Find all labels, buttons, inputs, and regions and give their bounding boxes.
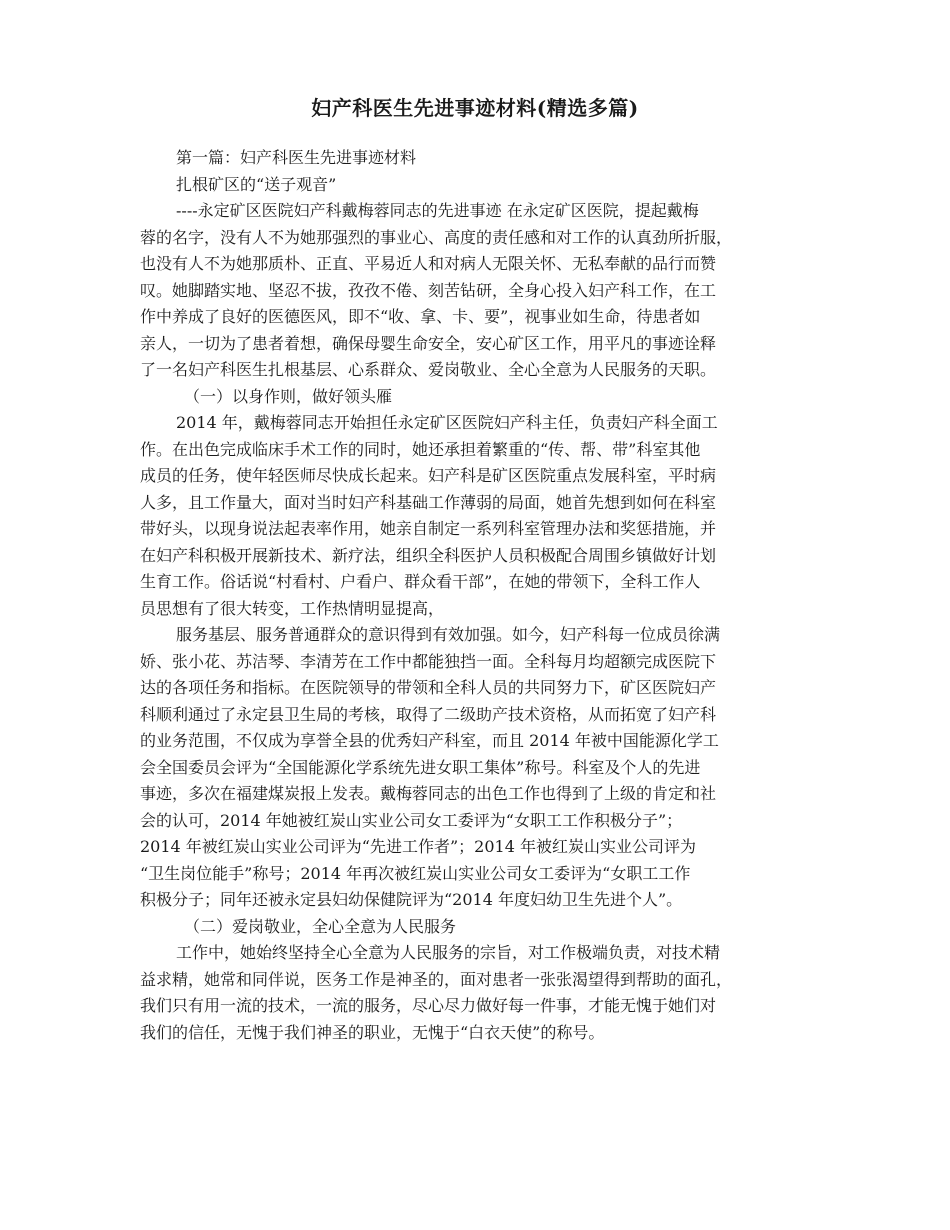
text-line: 我们的信任，无愧于我们神圣的职业，无愧于“白衣天使”的称号。 [140,1022,605,1042]
text-line: 2014 年，戴梅蓉同志开始担任永定矿区医院妇产科主任，负责妇产科全面工 [176,413,718,432]
text-line: “卫生岗位能手”称号；2014 年再次被红炭山实业公司女工委评为“女职工工作 [140,863,691,883]
text-line: 益求精，她常和同伴说，医务工作是神圣的，面对患者一张张渴望得到帮助的面孔， [140,969,733,989]
text-line: 达的各项任务和指标。在医院领导的带领和全科人员的共同努力下，矿区医院妇产 [140,678,717,697]
text-line: 生育工作。俗话说“村看村、户看户、群众看干部”，在她的带领下，全科工作人 [140,572,701,591]
text-line: 在妇产科积极开展新技术、新疗法，组织全科医护人员积极配合周围乡镇做好计划 [140,545,717,565]
text-line: 亲人，一切为了患者着想，确保母婴生命安全，安心矿区工作，用平凡的事迹诠释 [140,333,717,353]
text-line: ----永定矿区医院妇产科戴梅蓉同志的先进事迹 在永定矿区医院，提起戴梅 [176,201,699,220]
text-line: 会的认可，2014 年她被红炭山实业公司女工委评为“女职工工作积极分子”； [140,810,683,830]
document-title: 妇产科医生先进事迹材料(精选多篇) [311,96,639,120]
text-line: 叹。她脚踏实地、坚忍不拔，孜孜不倦、刻苦钻研，全身心投入妇产科工作，在工 [140,280,717,300]
text-line: 科顺利通过了永定县卫生局的考核，取得了二级助产技术资格，从而拓宽了妇产科 [140,704,717,724]
text-line: 蓉的名字，没有人不为她那强烈的事业心、高度的责任感和对工作的认真劲所折服， [140,227,733,247]
text-line: 积极分子；同年还被永定县妇幼保健院评为“2014 年度妇幼卫生先进个人”。 [140,890,683,909]
document-body [140,145,820,1046]
text-line: 了一名妇产科医生扎根基层、心系群众、爱岗敬业、全心全意为人民服务的天职。 [140,360,717,379]
text-line: 扎根矿区的“送子观音” [176,174,337,194]
text-line: 2014 年被红炭山实业公司评为“先进工作者”；2014 年被红炭山实业公司评为 [140,837,696,856]
text-line: 作中养成了良好的医德医风，即不“收、拿、卡、要”，视事业如生命，待患者如 [140,307,701,326]
text-line: （二）爱岗敬业，全心全意为人民服务 [184,916,457,936]
text-line: 人多，且工作量大，面对当时妇产科基础工作薄弱的局面，她首先想到如何在科室 [140,492,717,512]
text-line: 会全国委员会评为“全国能源化学系统先进女职工集体”称号。科室及个人的先进 [140,757,701,777]
text-line: 作。在出色完成临床手术工作的同时，她还承担着繁重的“传、帮、带”科室其他 [140,439,701,459]
text-line: 我们只有用一流的技术，一流的服务，尽心尽力做好每一件事，才能无愧于她们对 [140,996,717,1015]
text-line: 也没有人不为她那质朴、正直、平易近人和对病人无限关怀、无私奉献的品行而赞 [140,254,717,273]
text-line: 娇、张小花、苏洁琴、李清芳在工作中都能独挡一面。全科每月均超额完成医院下 [140,651,717,671]
text-line: 工作中，她始终坚持全心全意为人民服务的宗旨，对工作极端负责，对技术精 [176,943,721,962]
text-line: 的业务范围，不仅成为享誉全县的优秀妇产科室，而且 2014 年被中国能源化学工 [140,731,719,750]
text-line: （一）以身作则，做好领头雁 [184,386,393,406]
text-line: 第一篇：妇产科医生先进事迹材料 [176,148,417,167]
text-line: 服务基层、服务普通群众的意识得到有效加强。如今，妇产科每一位成员徐满 [176,625,721,644]
text-line: 员思想有了很大转变，工作热情明显提高， [140,598,445,618]
text-line: 成员的任务，使年轻医师尽快成长起来。妇产科是矿区医院重点发展科室，平时病 [140,466,717,485]
text-line: 事迹，多次在福建煤炭报上发表。戴梅蓉同志的出色工作也得到了上级的肯定和社 [140,784,717,803]
text-line: 带好头，以现身说法起表率作用，她亲自制定一系列科室管理办法和奖惩措施，并 [140,519,717,538]
